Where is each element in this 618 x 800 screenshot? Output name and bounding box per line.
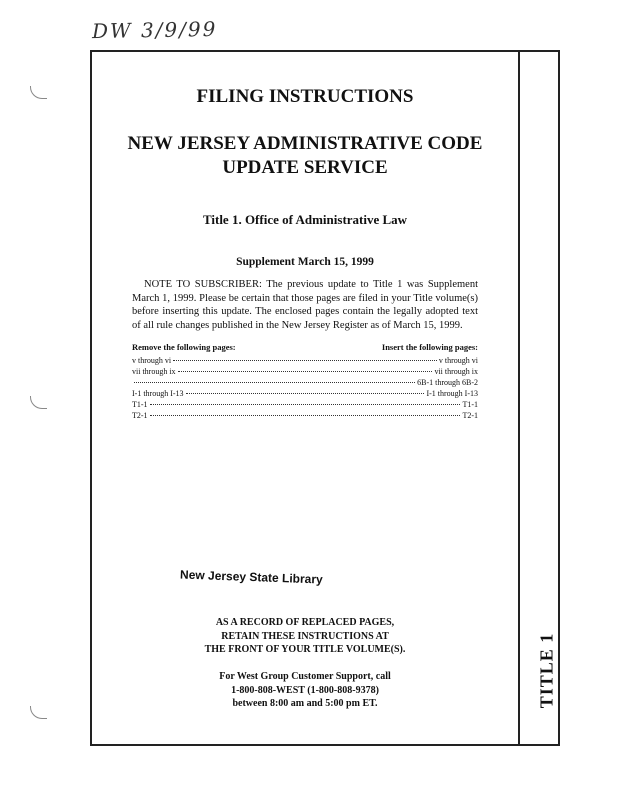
remove-cell: vii through ix bbox=[132, 367, 176, 376]
punch-hole-mark bbox=[30, 706, 47, 719]
dot-leader bbox=[150, 415, 461, 416]
remove-header: Remove the following pages: bbox=[132, 342, 236, 352]
insert-cell: I-1 through I-13 bbox=[426, 389, 478, 398]
remove-cell: I-1 through I-13 bbox=[132, 389, 184, 398]
insert-cell: vii through ix bbox=[434, 367, 478, 376]
remove-cell: T1-1 bbox=[132, 400, 148, 409]
dot-leader bbox=[186, 393, 425, 394]
dot-leader bbox=[178, 371, 433, 372]
insert-cell: 6B-1 through 6B-2 bbox=[417, 378, 478, 387]
retain-instructions bbox=[92, 616, 518, 657]
table-row bbox=[132, 399, 478, 410]
subscriber-note: NOTE TO SUBSCRIBER: The previous update to Title 1 was Supplement March 1, 1999. Please be certain that those pages are filed in your Title volume(s) before inserting this update. The enclosed pages contain the legally adopted text of all rule changes published in the New Jersey Register as of March 15, 1999. bbox=[132, 279, 478, 331]
retain-line: AS A RECORD OF REPLACED PAGES, bbox=[215, 617, 395, 628]
dot-leader bbox=[150, 404, 461, 405]
dot-leader bbox=[134, 382, 415, 383]
insert-header: Insert the following pages: bbox=[381, 342, 478, 352]
table-row bbox=[132, 410, 478, 421]
service-title-line: NEW JERSEY ADMINISTRATIVE CODE bbox=[127, 133, 483, 154]
document-body bbox=[92, 52, 518, 421]
table-row bbox=[132, 355, 478, 366]
insert-cell: T1-1 bbox=[462, 400, 478, 409]
dot-leader bbox=[173, 360, 437, 361]
handwritten-date-note: DW 3/9/99 bbox=[91, 16, 218, 44]
service-title bbox=[92, 132, 518, 180]
customer-support bbox=[92, 670, 518, 711]
retain-line: THE FRONT OF YOUR TITLE VOLUME(S). bbox=[204, 644, 406, 655]
table-row bbox=[132, 388, 478, 399]
supplement-date: Supplement March 15, 1999 bbox=[236, 256, 374, 268]
insert-cell: v through vi bbox=[438, 356, 478, 365]
retain-line: RETAIN THESE INSTRUCTIONS AT bbox=[221, 630, 389, 642]
tab-divider-line bbox=[518, 50, 520, 746]
remove-cell: T2-1 bbox=[132, 411, 148, 420]
service-title-line: UPDATE SERVICE bbox=[222, 157, 388, 178]
pages-table-header bbox=[132, 342, 478, 353]
punch-hole-mark bbox=[30, 86, 47, 99]
punch-hole-mark bbox=[30, 396, 47, 409]
library-stamp: New Jersey State Library bbox=[179, 567, 323, 587]
support-hours: between 8:00 am and 5:00 pm ET. bbox=[232, 698, 378, 709]
pages-table bbox=[132, 342, 478, 421]
page-heading: FILING INSTRUCTIONS bbox=[196, 86, 414, 107]
table-row bbox=[132, 377, 478, 388]
remove-cell: v through vi bbox=[132, 356, 172, 365]
insert-cell: T2-1 bbox=[462, 411, 478, 420]
title-name: Title 1. Office of Administrative Law bbox=[202, 212, 408, 227]
table-row bbox=[132, 366, 478, 377]
title-side-tab bbox=[536, 632, 557, 708]
support-phone: 1-800-808-WEST (1-800-808-9378) bbox=[231, 684, 379, 696]
support-line: For West Group Customer Support, call bbox=[219, 671, 391, 682]
side-tab-label: TITLE 1 bbox=[536, 632, 557, 708]
